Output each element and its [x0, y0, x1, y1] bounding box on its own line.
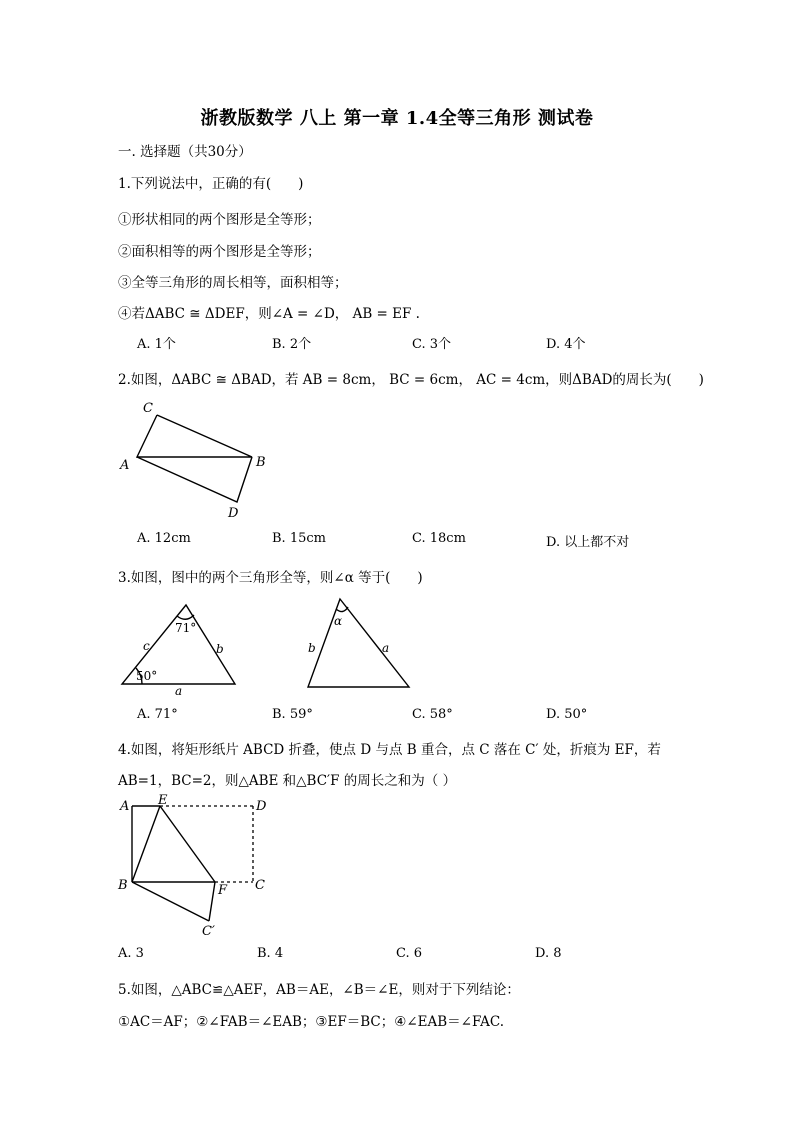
q1-option-b: B. 2个	[272, 337, 312, 352]
q1-option-c: C. 3个	[412, 337, 452, 352]
q3-label-c: c	[143, 639, 150, 653]
q3-angle-50: 50°	[136, 669, 158, 683]
q2-label-b: B	[256, 455, 266, 470]
q2-option-b: B. 15cm	[272, 531, 326, 546]
q3-figure	[112, 595, 432, 700]
q2-option-a: A. 12cm	[137, 531, 191, 546]
q4-label-c: C	[255, 878, 265, 893]
q4-label-a: A	[120, 799, 130, 814]
q2-figure	[112, 395, 282, 525]
q3-option-b: B. 59°	[272, 707, 313, 722]
q4-label-b: B	[118, 878, 128, 893]
q3-label-a2: a	[382, 641, 390, 655]
q3-label-a: a	[175, 684, 183, 698]
q1-stem: 1.下列说法中，正确的有( )	[118, 176, 304, 192]
q3-label-b: b	[216, 642, 224, 656]
q4-figure	[112, 792, 282, 942]
angle-arc-71	[177, 615, 194, 619]
q4-option-c: C. 6	[396, 946, 423, 961]
q1-option-d: D. 4个	[546, 337, 586, 352]
section-heading: 一. 选择题（共30分）	[118, 144, 252, 160]
q4-option-b: B. 4	[257, 946, 284, 961]
q5-statements: ①AC＝AF；②∠FAB＝∠EAB；③EF＝BC；④∠EAB＝∠FAC.	[118, 1014, 505, 1030]
q4-label-d: D	[256, 799, 267, 814]
q4-label-f: F	[218, 883, 228, 898]
q3-option-c: C. 58°	[412, 707, 453, 722]
q4-stem-line-2: AB=1，BC=2，则△ABE 和△BC′F 的周长之和为（ ）	[118, 773, 457, 789]
q1-statement-4: ④若ΔABC ≅ ΔDEF，则∠A = ∠D， AB = EF .	[118, 306, 420, 322]
q4-stem-line-1: 4.如图，将矩形纸片 ABCD 折叠，使点 D 与点 B 重合，点 C 落在 C′ 处，折痕为 EF，若	[118, 742, 661, 758]
q5-stem: 5.如图，△ABC≌△AEF，AB＝AE，∠B＝∠E，则对于下列结论：	[118, 982, 520, 998]
q2-label-c: C	[143, 401, 153, 416]
q3-option-d: D. 50°	[546, 707, 588, 722]
q1-option-a: A. 1个	[137, 337, 176, 352]
q3-label-b2: b	[308, 641, 316, 655]
q3-angle-71: 71°	[175, 621, 197, 635]
q3-label-alpha: α	[334, 614, 343, 628]
q4-option-d: D. 8	[535, 946, 562, 961]
q4-option-a: A. 3	[118, 946, 144, 961]
q2-option-d: D. 以上都不对	[546, 535, 630, 550]
q2-stem: 2.如图，ΔABC ≅ ΔBAD，若 AB = 8cm， BC = 6cm， AC = 4cm，则ΔBAD的周长为( )	[118, 372, 704, 388]
q2-label-a: A	[120, 458, 130, 473]
q3-stem: 3.如图，图中的两个三角形全等，则∠α 等于( )	[118, 570, 423, 586]
q1-statement-2: ②面积相等的两个图形是全等形；	[118, 244, 321, 260]
q4-label-e: E	[158, 793, 168, 808]
triangle-bad	[137, 457, 252, 502]
q1-statement-3: ③全等三角形的周长相等，面积相等；	[118, 275, 348, 291]
triangle-right	[308, 599, 409, 687]
q2-label-d: D	[228, 506, 239, 521]
q3-option-a: A. 71°	[137, 707, 178, 722]
q4-label-c-prime: C′	[202, 924, 215, 939]
q1-statement-1: ①形状相同的两个图形是全等形；	[118, 212, 321, 228]
triangle-abc	[137, 415, 252, 457]
q2-option-c: C. 18cm	[412, 531, 466, 546]
page-title: 浙教版数学 八上 第一章 1.4全等三角形 测试卷	[200, 108, 594, 129]
